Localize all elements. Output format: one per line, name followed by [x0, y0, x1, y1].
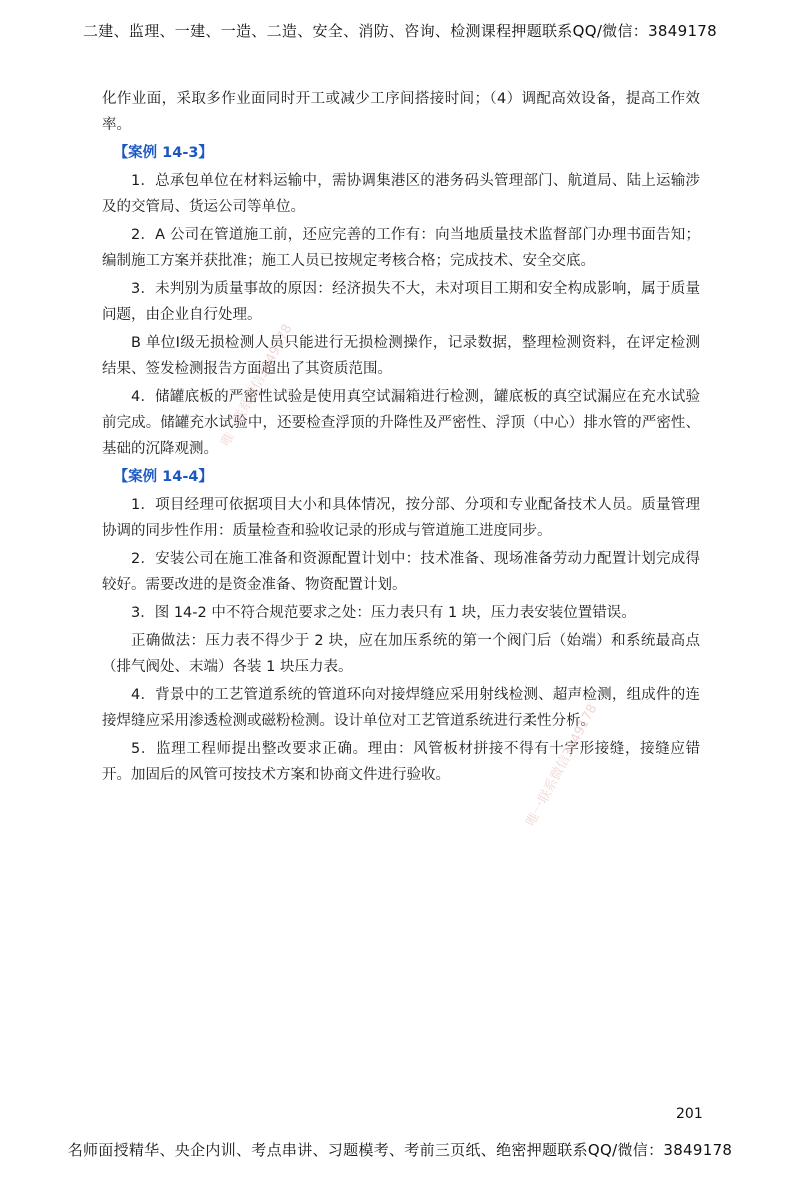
page-number: 201	[676, 1106, 703, 1122]
case-14-4-answer-2: 2．安装公司在施工准备和资源配置计划中：技术准备、现场准备劳动力配置计划完成得较好。需要改进的是资金准备、物资配置计划。	[102, 551, 700, 593]
intro-paragraph	[102, 86, 700, 138]
case-14-3-answer-1: 1．总承包单位在材料运输中，需协调集港区的港务码头管理部门、航道局、陆上运输涉及的交管局、货运公司等单位。	[102, 173, 700, 215]
watermark-lower: 唯一联系微信3849178	[523, 701, 601, 829]
watermark-upper: 唯一联系微信3849178	[218, 321, 296, 449]
case-14-4-answer-1: 1．项目经理可依据项目大小和具体情况，按分部、分项和专业配备技术人员。质量管理协调的同步性作用：质量检查和验收记录的形成与管道施工进度同步。	[102, 497, 700, 539]
case-14-3-answer-3-supplement: B 单位Ⅰ级无损检测人员只能进行无损检测操作，记录数据，整理检测资料，在评定检测结果、签发检测报告方面超出了其资质范围。	[102, 335, 700, 377]
case-14-4-answer-3: 3．图 14-2 中不符合规范要求之处：压力表只有 1 块，压力表安装位置错误。	[131, 605, 636, 621]
page-body	[102, 86, 700, 790]
footer-contact-banner: 名师面授精华、央企内训、考点串讲、习题模考、考前三页纸、绝密押题联系QQ/微信：3849178	[67, 1141, 733, 1159]
case-14-4-answer-5: 5．监理工程师提出整改要求正确。理由：风管板材拼接不得有十字形接缝，接缝应错开。加固后的风管可按技术方案和协商文件进行验收。	[102, 741, 700, 783]
case-14-3-answer-3: 3．未判别为质量事故的原因：经济损失不大，未对项目工期和安全构成影响，属于质量问题，由企业自行处理。	[102, 281, 700, 323]
case-14-4-heading: 【案例 14-4】	[113, 469, 213, 485]
case-14-4-answer-4: 4．背景中的工艺管道系统的管道环向对接焊缝应采用射线检测、超声检测，组成件的连接焊缝应采用渗透检测或磁粉检测。设计单位对工艺管道系统进行柔性分析。	[102, 687, 700, 729]
case-14-3-answer-2: 2．A 公司在管道施工前，还应完善的工作有：向当地质量技术监督部门办理书面告知；编制施工方案并获批准；施工人员已按规定考核合格；完成技术、安全交底。	[102, 227, 700, 269]
case-14-3-answer-4: 4．储罐底板的严密性试验是使用真空试漏箱进行检测，罐底板的真空试漏应在充水试验前完成。储罐充水试验中，还要检查浮顶的升降性及严密性、浮顶（中心）排水管的严密性、基础的沉降观测。	[102, 389, 700, 457]
header-contact-banner: 二建、监理、一建、一造、二造、安全、消防、咨询、检测课程押题联系QQ/微信：3849178	[83, 22, 717, 40]
case-14-3-heading: 【案例 14-3】	[113, 145, 213, 161]
case-14-4-answer-3-correction: 正确做法：压力表不得少于 2 块，应在加压系统的第一个阀门后（始端）和系统最高点（排气阀处、末端）各装 1 块压力表。	[102, 633, 700, 675]
intro-line-2: 作效率。	[102, 91, 700, 133]
intro-line-1: 化作业面，采取多作业面同时开工或减少工序间搭接时间；（4）调配高效设备，提高工	[102, 91, 671, 107]
